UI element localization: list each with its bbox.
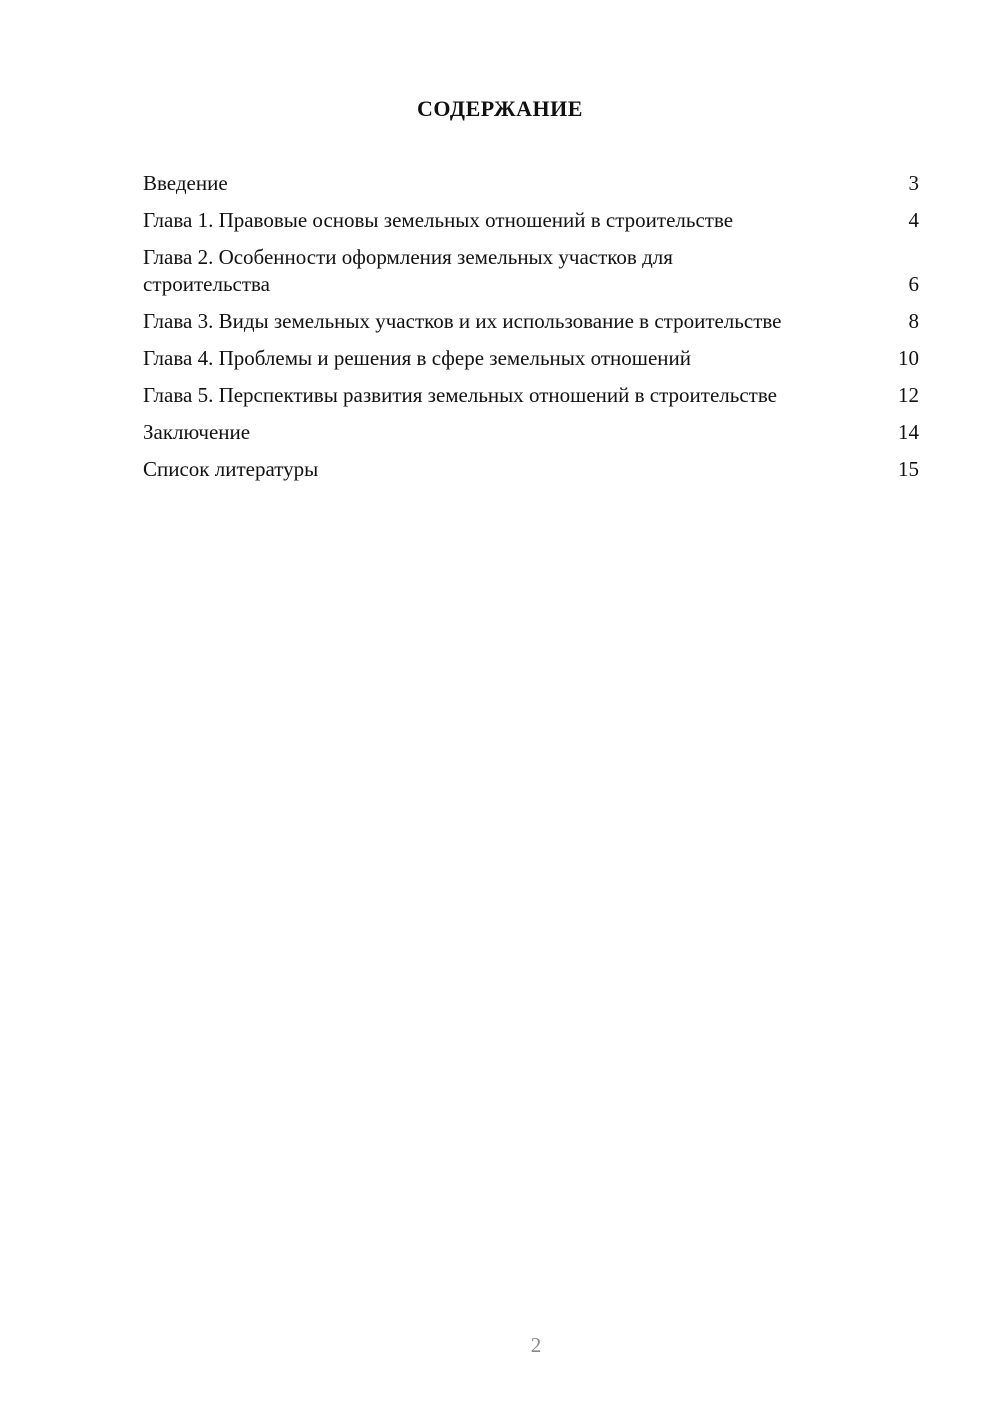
toc-entry-title: Глава 4. Проблемы и решения в сфере земельных отношений: [143, 346, 691, 370]
toc-entry-page: 12: [898, 383, 919, 407]
toc-entry-title: Введение: [143, 171, 228, 195]
toc-entry-introduction: [143, 170, 919, 197]
toc-entry-conclusion: [143, 419, 919, 446]
toc-entry-page: 8: [908, 309, 919, 333]
toc-entry-title: Заключение: [143, 420, 251, 444]
toc-entry-page: 4: [908, 208, 919, 232]
toc-entry-title: Глава 3. Виды земельных участков и их использование в строительстве: [143, 309, 782, 333]
toc-entry-page: 15: [898, 457, 919, 481]
toc-entry-chapter-5: [143, 382, 919, 409]
page-number: 2: [530, 1333, 542, 1357]
toc-entry-page: 3: [908, 171, 919, 195]
toc-entry-title: Глава 2. Особенности оформления земельных участков для строительства: [143, 245, 673, 296]
toc-entry-chapter-4: [143, 345, 919, 372]
toc-entry-chapter-1: [143, 207, 919, 234]
toc-entry-chapter-2: [143, 244, 919, 298]
toc-entry-page: 10: [898, 346, 919, 370]
page-title: СОДЕРЖАНИЕ: [417, 96, 583, 121]
toc-entry-title: Глава 5. Перспективы развития земельных отношений в строительстве: [143, 383, 777, 407]
toc-entry-references: [143, 456, 919, 483]
table-of-contents: [143, 170, 919, 493]
toc-entry-page: 14: [898, 420, 919, 444]
toc-entry-chapter-3: [143, 308, 919, 335]
toc-entry-title: Глава 1. Правовые основы земельных отношений в строительстве: [143, 208, 734, 232]
toc-entry-page: 6: [908, 272, 919, 296]
toc-entry-title: Список литературы: [143, 457, 319, 481]
